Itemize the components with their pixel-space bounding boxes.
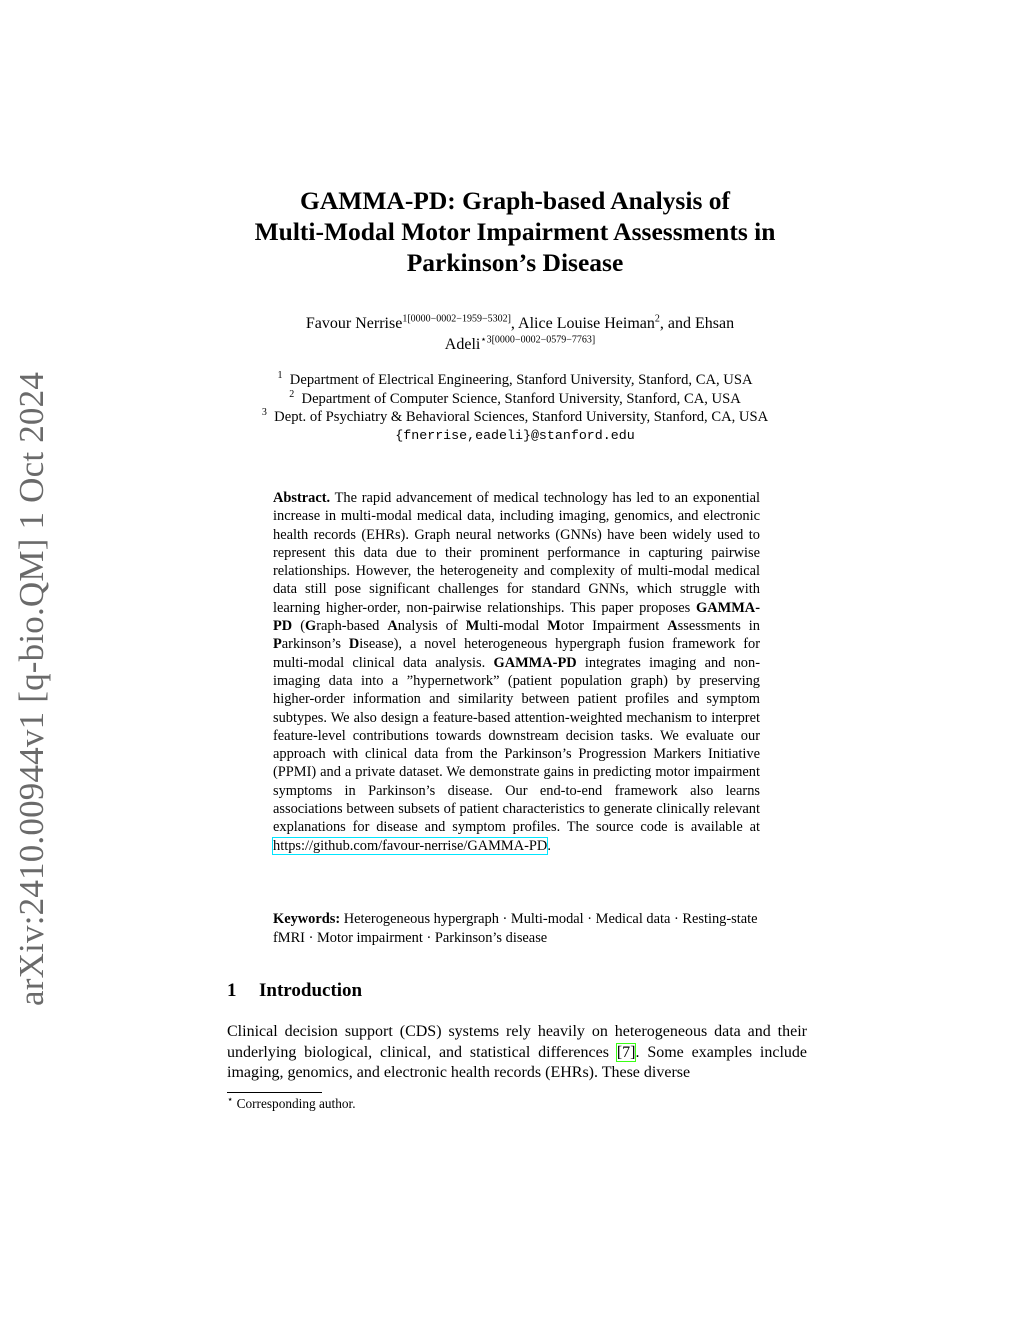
method-name: GAMMA-PD [273, 599, 760, 635]
acronym-text: ssessments in [677, 618, 760, 635]
author-connector: , and Ehsan [659, 315, 735, 332]
author-orcid: 1[0000−0002−1959−5302] [402, 313, 511, 325]
footnote-text: Corresponding author. [236, 1096, 356, 1111]
citation-link[interactable]: [7] [616, 1043, 636, 1061]
intro-text: Clinical decision support (CDS) systems rely heavily on heterogeneous data and their underlying biological, clinical, and statistical differences [227, 1023, 807, 1061]
footnote-mark: ⋆ [227, 1094, 234, 1106]
acronym-text: ( [300, 618, 305, 635]
author-name: , Alice Louise Heiman [510, 315, 655, 332]
acronym-text: nalysis of [397, 618, 466, 635]
acronym-text: isease), a novel heterogeneous hypergraph fusion framework for multi-modal clinical data analysis. [273, 636, 760, 671]
affiliation-text: Department of Electrical Engineering, Stanford University, Stanford, CA, USA [289, 372, 753, 388]
contact-email: {fnerrise,eadeli}@stanford.edu [395, 427, 635, 443]
title-line: Parkinson’s Disease [406, 248, 624, 277]
arxiv-identifier: arXiv:2410.00944v1 [q-bio.QM] 1 Oct 2024 [12, 371, 51, 1006]
intro-paragraph [227, 1022, 807, 1084]
keywords [273, 910, 760, 948]
section-heading [227, 980, 362, 1002]
abstract-text: integrates imaging and non-imaging data into a ”hypernetwork” (patient population graph) by preserving higher-order information and similarity between patient profiles and symptom subtypes. We also design a feature-based attention-weighted mechanism to interpret feature-level contributions towards downstream decision tasks. We evaluate our approach with clinical data from the Parkinson’s Progression Markers Initiative (PPMI) and a private dataset. We demonstrate gains in predicting motor impairment symptoms in Parkinson’s disease. Our end-to-end framework also learns associations between subsets of patient characteristics to generate clinically relevant explanations for disease and symptom profiles. The source code is available at [273, 654, 760, 836]
acronym-letter: A [387, 618, 398, 635]
source-code-link[interactable]: https://github.com/favour-nerrise/GAMMA-PD [273, 837, 548, 854]
abstract-end: . [547, 837, 551, 854]
author-list [220, 313, 820, 355]
abstract-label: Abstract. [273, 490, 331, 506]
title-line: Multi-Modal Motor Impairment Assessments in [254, 217, 776, 246]
author-orcid: ⋆3[0000−0002−0579−7763] [480, 334, 596, 346]
section-number: 1 [227, 980, 237, 1001]
author-name: Favour Nerrise [305, 315, 403, 332]
affiliation-line [200, 390, 830, 409]
affiliation-mark: 3 [261, 407, 267, 419]
affiliation-line [200, 408, 830, 427]
affiliation-mark: 2 [289, 388, 295, 400]
keywords-label: Keywords: [273, 911, 341, 927]
acronym-letter: M [547, 618, 561, 635]
footnote-rule [227, 1092, 322, 1093]
acronym-text: otor Impairment [560, 618, 668, 635]
affiliation-line [200, 371, 830, 390]
acronym-text: raph-based [316, 618, 388, 635]
section-title-text: Introduction [259, 980, 363, 1001]
acronym-letter: A [667, 618, 678, 635]
abstract-text: The rapid advancement of medical technology has led to an exponential increase in multi-modal medical data, including imaging, genomics, and electronic health records (EHRs). Graph neural networks (GNNs) have been widely used to represent this data due to their prominent performance in capturing pairwise relationships. However, the heterogeneity and complexity of multi-modal medical data still pose significant challenges for standard GNNs, which struggle with learning higher-order, non-pairwise relationships. This paper proposes [273, 490, 760, 616]
affiliations [200, 371, 830, 445]
paper-title [210, 185, 820, 278]
affiliation-text: Department of Computer Science, Stanford University, Stanford, CA, USA [301, 390, 741, 407]
title-line: GAMMA-PD: Graph-based Analysis of [300, 186, 730, 215]
acronym-letter: M [465, 618, 480, 635]
acronym-text: ulti-modal [479, 618, 548, 635]
intro-text: . Some examples include imaging, genomics, and electronic health records (EHRs). These diverse [227, 1043, 808, 1081]
author-affil-mark: 2 [654, 313, 660, 325]
method-name: GAMMA-PD [493, 654, 577, 671]
footnote [227, 1096, 356, 1112]
acronym-letter: D [348, 636, 360, 653]
author-name: Adeli [444, 336, 481, 353]
acronym-text: arkinson’s [281, 636, 349, 653]
affiliation-mark: 1 [277, 370, 283, 382]
affiliation-text: Dept. of Psychiatry & Behavioral Sciences, Stanford University, Stanford, CA, USA [274, 409, 769, 425]
keywords-text: Heterogeneous hypergraph · Multi-modal · Medical data · Resting-state fMRI · Motor impairment · Parkinson’s disease [273, 911, 758, 946]
abstract [273, 489, 760, 855]
acronym-letter: G [305, 618, 317, 635]
acronym-letter: P [273, 636, 282, 653]
